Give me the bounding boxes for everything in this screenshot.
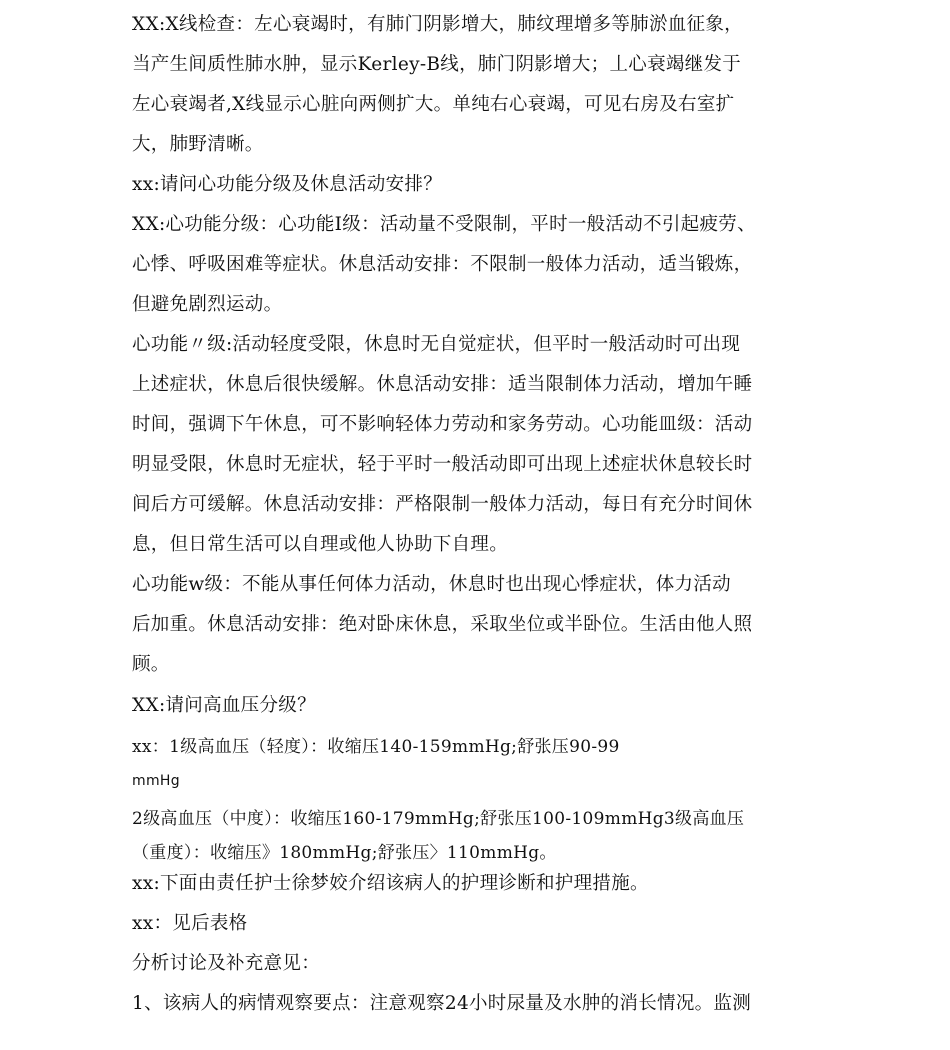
bp-question <box>132 686 822 726</box>
observation-paragraph <box>132 984 822 1024</box>
text-line: 心功能〃级:活动轻度受限，休息时无自觉症状，但平时一般活动时可出现 <box>132 334 741 355</box>
text-line: 明显受限，休息时无症状，轻于平时一般活动即可出现上述症状休息较长时 <box>132 454 753 475</box>
see-table-line <box>132 904 822 944</box>
nurse-intro-line <box>132 864 822 904</box>
text-line: 左心衰竭者,X线显示心脏向两侧扩大。单纯右心衰竭，可见右房及右室扩 <box>132 94 735 115</box>
text-line: 但避免剧烈运动。 <box>132 294 283 315</box>
text-line: xx:下面由责任护士徐梦姣介绍该病人的护理诊断和护理措施。 <box>132 873 649 894</box>
text-line: 当产生间质性肺水肿，显示Kerley-B线，肺门阴影增大；丄心衰竭继发于 <box>132 54 742 75</box>
text-line: 息，但日常生活可以自理或他人协助下自理。 <box>132 534 509 555</box>
text-line: XX:心功能分级：心功能Ⅰ级：活动量不受限制，平时一般活动不引起疲劳、 <box>132 214 756 235</box>
text-line: 时间，强调下午休息，可不影响轻体力劳动和家务劳动。心功能皿级：活动 <box>132 414 753 435</box>
grade-4-paragraph <box>132 565 822 685</box>
text-line: 顾。 <box>132 654 170 675</box>
grade-1-paragraph <box>132 205 822 325</box>
text-line: 心悸、呼吸困难等症状。休息活动安排：不限制一般体力活动，适当锻炼， <box>132 254 753 275</box>
bp-grade-1-paragraph <box>132 730 822 798</box>
bp-grade-2-3-paragraph <box>132 802 822 870</box>
text-line: xx：1级高血压（轻度）：收缩压140-159mmHg;舒张压90-99 <box>132 737 620 757</box>
xray-exam-paragraph <box>132 5 822 165</box>
text-line: 心功能w级：不能从事任何体力活动，休息时也出现心悸症状，体力活动 <box>132 574 731 595</box>
text-line: XX:请问高血压分级？ <box>132 695 316 716</box>
text-line: （重度）：收缩压》180mmHg;舒张压〉110mmHg。 <box>132 843 557 863</box>
discussion-heading <box>132 944 822 984</box>
text-line: 1、该病人的病情观察要点：注意观察24小时尿量及水肿的消长情况。监测 <box>132 993 752 1014</box>
grade-2-3-paragraph <box>132 325 822 565</box>
text-line: 后加重。休息活动安排：绝对卧床休息，采取坐位或半卧位。生活由他人照 <box>132 614 753 635</box>
text-line: 2级高血压（中度）：收缩压160-179mmHg;舒张压100-109mmHg3级高血压 <box>132 809 745 829</box>
text-line: 大，肺野清晰。 <box>132 134 264 155</box>
text-line: xx:请问心功能分级及休息活动安排？ <box>132 174 443 195</box>
text-line: 间后方可缓解。休息活动安排：严格限制一般体力活动，每日有充分时间休 <box>132 494 753 515</box>
text-line: mmHg <box>132 773 180 789</box>
text-line: xx：见后表格 <box>132 913 248 934</box>
text-line: XX:X线检查：左心衰竭时，有肺门阴影增大，肺纹理增多等肺淤血征象， <box>132 14 743 35</box>
heart-function-question <box>132 165 822 205</box>
text-line: 上述症状，休息后很快缓解。休息活动安排：适当限制体力活动，增加午睡 <box>132 374 753 395</box>
text-line: 分析讨论及补充意见： <box>132 953 321 974</box>
